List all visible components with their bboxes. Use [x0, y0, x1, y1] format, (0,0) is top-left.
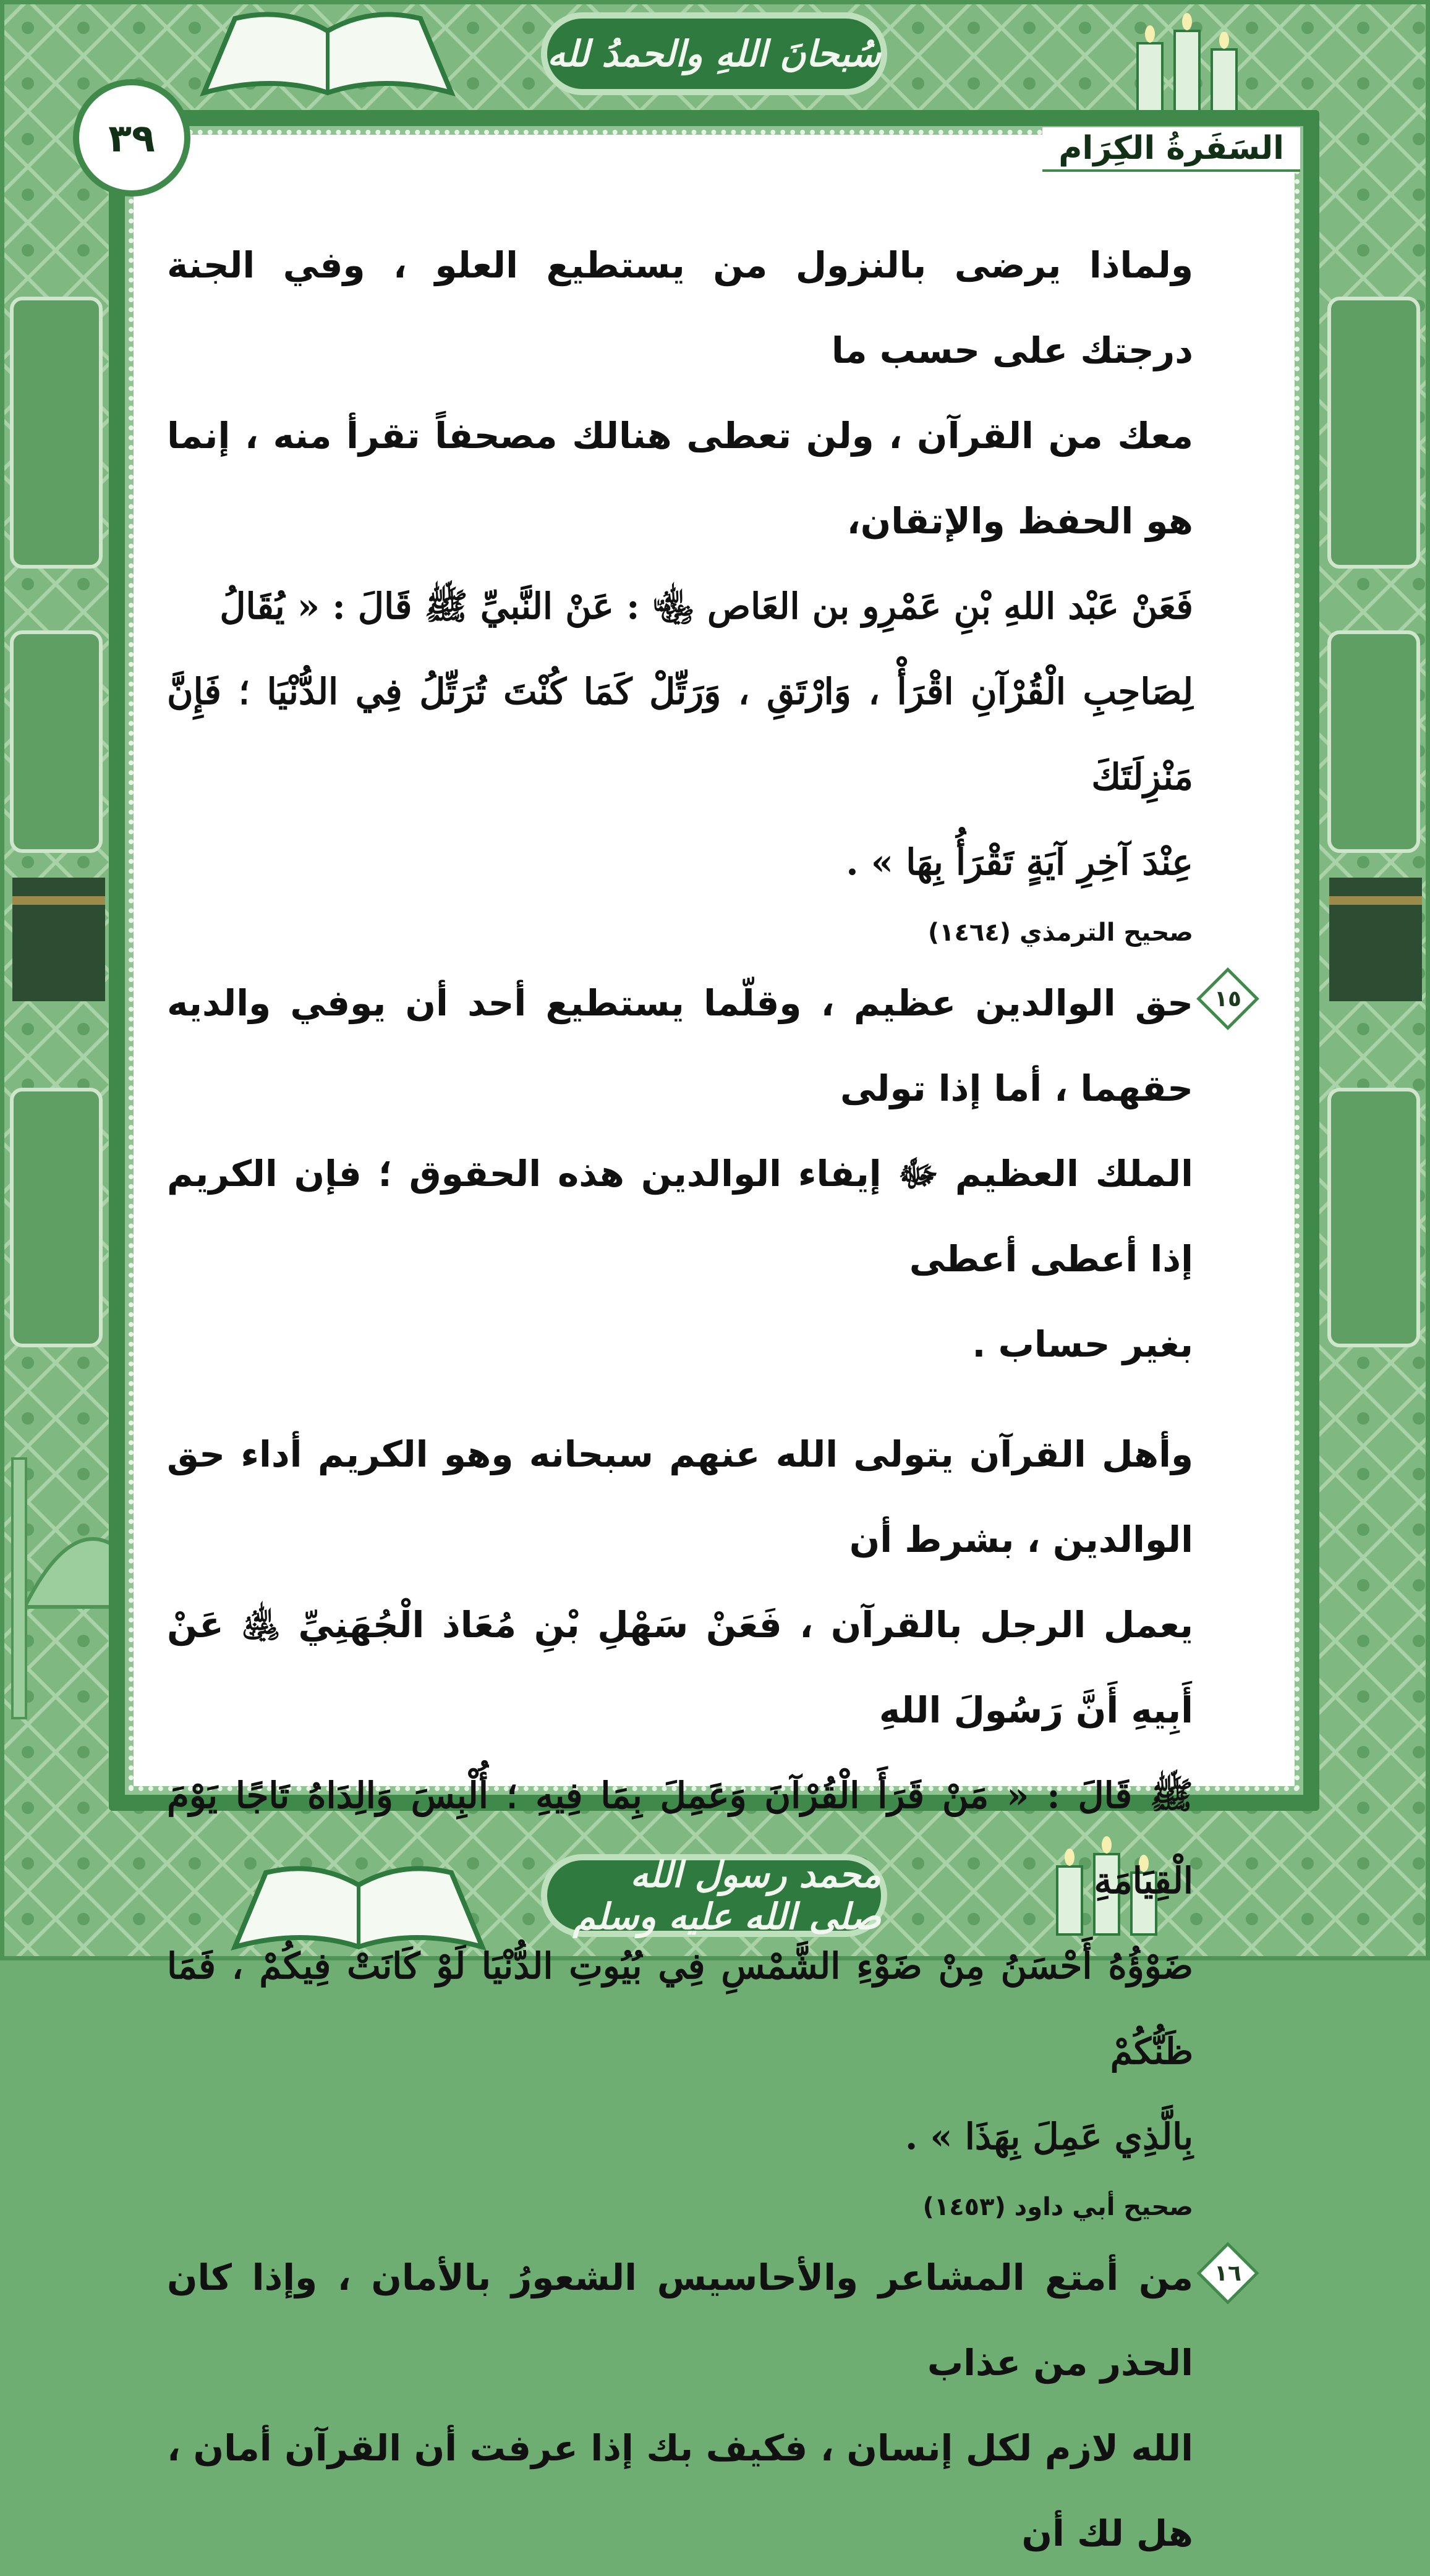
left-calligraphy-panel	[10, 297, 103, 569]
paragraph-15	[167, 960, 1241, 1387]
text-line: يعمل الرجل بالقرآن ، فَعَنْ سَهْلِ بْنِ مُعَاذ الْجُهَنِيِّ ﵁ عَنْ أَبِيهِ أَنَّ رَسُولَ اللهِ	[167, 1604, 1193, 1731]
text-line: الملك العظيم ﷻ إيفاء الوالدين هذه الحقوق ؛ فإن الكريم إذا أعطى أعطى	[167, 1153, 1193, 1280]
left-calligraphy-panel-3	[10, 1088, 103, 1347]
page-text	[167, 222, 1241, 2576]
top-calligraphy-banner: سُبحانَ اللهِ والحمدُ لله	[541, 12, 887, 95]
right-calligraphy-panel-2	[1327, 630, 1420, 853]
chapter-title: السَفَرةُ الكِرَام	[1042, 127, 1300, 172]
text-line: ولماذا يرضى بالنزول من يستطيع العلو ، وفي الجنة درجتك على حسب ما	[167, 244, 1193, 371]
hadith-line: بِالَّذِي عَمِلَ بِهَذَا » .	[904, 2116, 1193, 2158]
paragraph-3	[167, 1412, 1193, 2229]
bottom-calligraphy-banner: محمد رسول الله صلى الله عليه وسلم	[541, 1854, 887, 1937]
paragraph-16	[167, 2235, 1241, 2576]
paragraph-number-badge: ١٦	[1196, 2242, 1259, 2305]
text-line: الله لازم لكل إنسان ، فكيف بك إذا عرفت أن القرآن أمان ، هل لك أن	[167, 2427, 1193, 2554]
text-line: حق الوالدين عظيم ، وقلّما يستطيع أحد أن يوفي والديه حقهما ، أما إذا تولى	[167, 982, 1193, 1109]
text-line: من أمتع المشاعر والأحاسيس الشعورُ بالأمان ، وإذا كان الحذر من عذاب	[167, 2256, 1193, 2384]
hadith-source: صحيح أبي داود (١٤٥٣)	[922, 2193, 1193, 2221]
text-line: وأهل القرآن يتولى الله عنهم سبحانه وهو الكريم أداء حق الوالدين ، بشرط أن	[167, 1433, 1193, 1561]
page-number: ٣٩	[73, 79, 190, 197]
hadith-line: ﷺ قَالَ : « مَنْ قَرَأَ الْقُرْآنَ وَعَمِلَ بِمَا فِيهِ ؛ أُلْبِسَ وَالِدَاهُ تَاجًا يَوْمَ الْقِيَامَةِ	[167, 1774, 1193, 1902]
hadith-line: فَعَنْ عَبْد اللهِ بْنِ عَمْرِو بن العَاص ﵄ : عَنْ النَّبيِّ ﷺ قَالَ : « يُقَالُ	[219, 585, 1193, 627]
right-calligraphy-panel	[1327, 297, 1420, 569]
hadith-line: لِصَاحِبِ الْقُرْآنِ اقْرَأْ ، وَارْتَقِ ، وَرَتِّلْ كَمَا كُنْتَ تُرَتِّلُ فِي الدُّنْيَا ؛ فَإِنَّ مَنْزِلَتَكَ	[167, 671, 1193, 798]
open-book-icon	[198, 6, 458, 99]
left-calligraphy-panel-2	[10, 630, 103, 853]
paragraph-number-badge: ١٥	[1196, 967, 1259, 1030]
text-line: معك من القرآن ، ولن تعطى هنالك مصحفاً تقرأ منه ، إنما هو الحفظ والإتقان،	[167, 415, 1193, 542]
paragraph-1	[167, 222, 1193, 954]
right-calligraphy-panel-3	[1327, 1088, 1420, 1347]
hadith-line: ضَوْؤُهُ أَحْسَنُ مِنْ ضَوْءِ الشَّمْسِ فِي بُيُوتِ الدُّنْيَا لَوْ كَانَتْ فِيكُمْ ، فَمَا ظَنُّكُمْ	[167, 1945, 1193, 2072]
hadith-line: عِنْدَ آخِرِ آيَةٍ تَقْرَأُ بِهَا » .	[846, 841, 1193, 883]
text-line: بغير حساب .	[972, 1323, 1193, 1365]
hadith-source: صحيح الترمذي (١٤٦٤)	[927, 918, 1193, 947]
candles-icon	[1125, 6, 1249, 117]
